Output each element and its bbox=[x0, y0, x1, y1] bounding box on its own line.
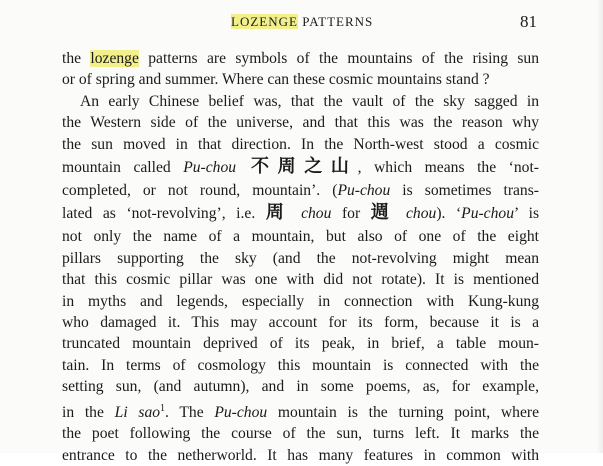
italic-term: Pu-chou bbox=[461, 205, 514, 223]
text-line: tain. In terms of cosmology this mountain is connected with the bbox=[62, 356, 539, 374]
text-run: ’ is bbox=[514, 205, 540, 223]
text-line: truncated mountain deprived of its peak, in brief, a table moun- bbox=[62, 335, 539, 353]
text-line: or of spring and summer. Where can these cosmic mountains stand ? bbox=[62, 71, 490, 89]
text-line: not only the name of a mountain, but also of one of the eight bbox=[62, 228, 539, 246]
text-line: the sun moved in that direction. In the North-west stood a cosmic bbox=[62, 135, 539, 153]
body-text bbox=[62, 48, 539, 466]
text-run: the bbox=[62, 50, 91, 67]
text-line: the poet following the course of the sun, turns left. It marks the bbox=[62, 425, 539, 443]
running-title bbox=[231, 14, 373, 30]
italic-term: Li sao bbox=[114, 403, 161, 421]
italic-term: Pu-chou bbox=[337, 182, 391, 200]
italic-term: Pu-chou bbox=[183, 159, 237, 177]
text-line: setting sun, (and autumn), and in some poems, as, for example, bbox=[62, 378, 539, 396]
text-run: is sometimes trans- bbox=[390, 182, 539, 200]
text-line bbox=[62, 48, 539, 69]
text-line: entrance to the netherworld. It has many features in common with bbox=[62, 446, 539, 464]
text-run: . The bbox=[165, 403, 215, 421]
text-line bbox=[62, 398, 539, 423]
search-highlight: LOZENGE bbox=[231, 14, 298, 29]
text-line bbox=[62, 180, 539, 201]
text-run: ). ‘ bbox=[436, 205, 462, 223]
text-line: who damaged it. This may account for its form, because it is a bbox=[62, 314, 539, 332]
text-line: pillars supporting the sky (and the not-revolving might mean bbox=[62, 249, 539, 267]
search-highlight: lozenge bbox=[90, 50, 139, 67]
chinese-character: 週 bbox=[370, 202, 396, 224]
footnote-marker[interactable]: 1 bbox=[160, 402, 166, 414]
text-run: lated as ‘not-revolving’, i.e. bbox=[62, 205, 266, 223]
italic-term: chou bbox=[290, 205, 332, 223]
text-line bbox=[62, 201, 539, 226]
chinese-character: 周 bbox=[265, 202, 291, 224]
text-run: completed, or not round, mountain’. ( bbox=[62, 182, 338, 200]
page-edge-shadow bbox=[597, 0, 603, 453]
text-line bbox=[62, 155, 539, 180]
text-run: , which means the ‘not- bbox=[357, 159, 539, 177]
text-line: the Western side of the universe, and that this was the reason why bbox=[62, 114, 539, 132]
paragraph-first-line: An early Chinese belief was, that the vault of the sky sagged in bbox=[80, 92, 539, 110]
chinese-characters: 不周之山 bbox=[236, 156, 358, 178]
text-run: for bbox=[331, 205, 371, 223]
page-number: 81 bbox=[520, 12, 537, 31]
italic-term: chou bbox=[395, 205, 437, 223]
text-line: that this cosmic pillar was one with did not rotate). It is mentioned bbox=[62, 271, 539, 289]
text-run: patterns are symbols of the mountains of the rising sun bbox=[138, 50, 540, 67]
text-line: in myths and legends, especially in connection with Kung-kung bbox=[62, 292, 539, 310]
italic-term: Pu-chou bbox=[214, 403, 268, 421]
text-run: in the bbox=[62, 403, 115, 421]
text-run: mountain called bbox=[62, 159, 184, 177]
running-head bbox=[0, 12, 603, 32]
running-title-rest: PATTERNS bbox=[297, 14, 374, 29]
text-run: mountain is the turning point, where bbox=[267, 403, 539, 421]
